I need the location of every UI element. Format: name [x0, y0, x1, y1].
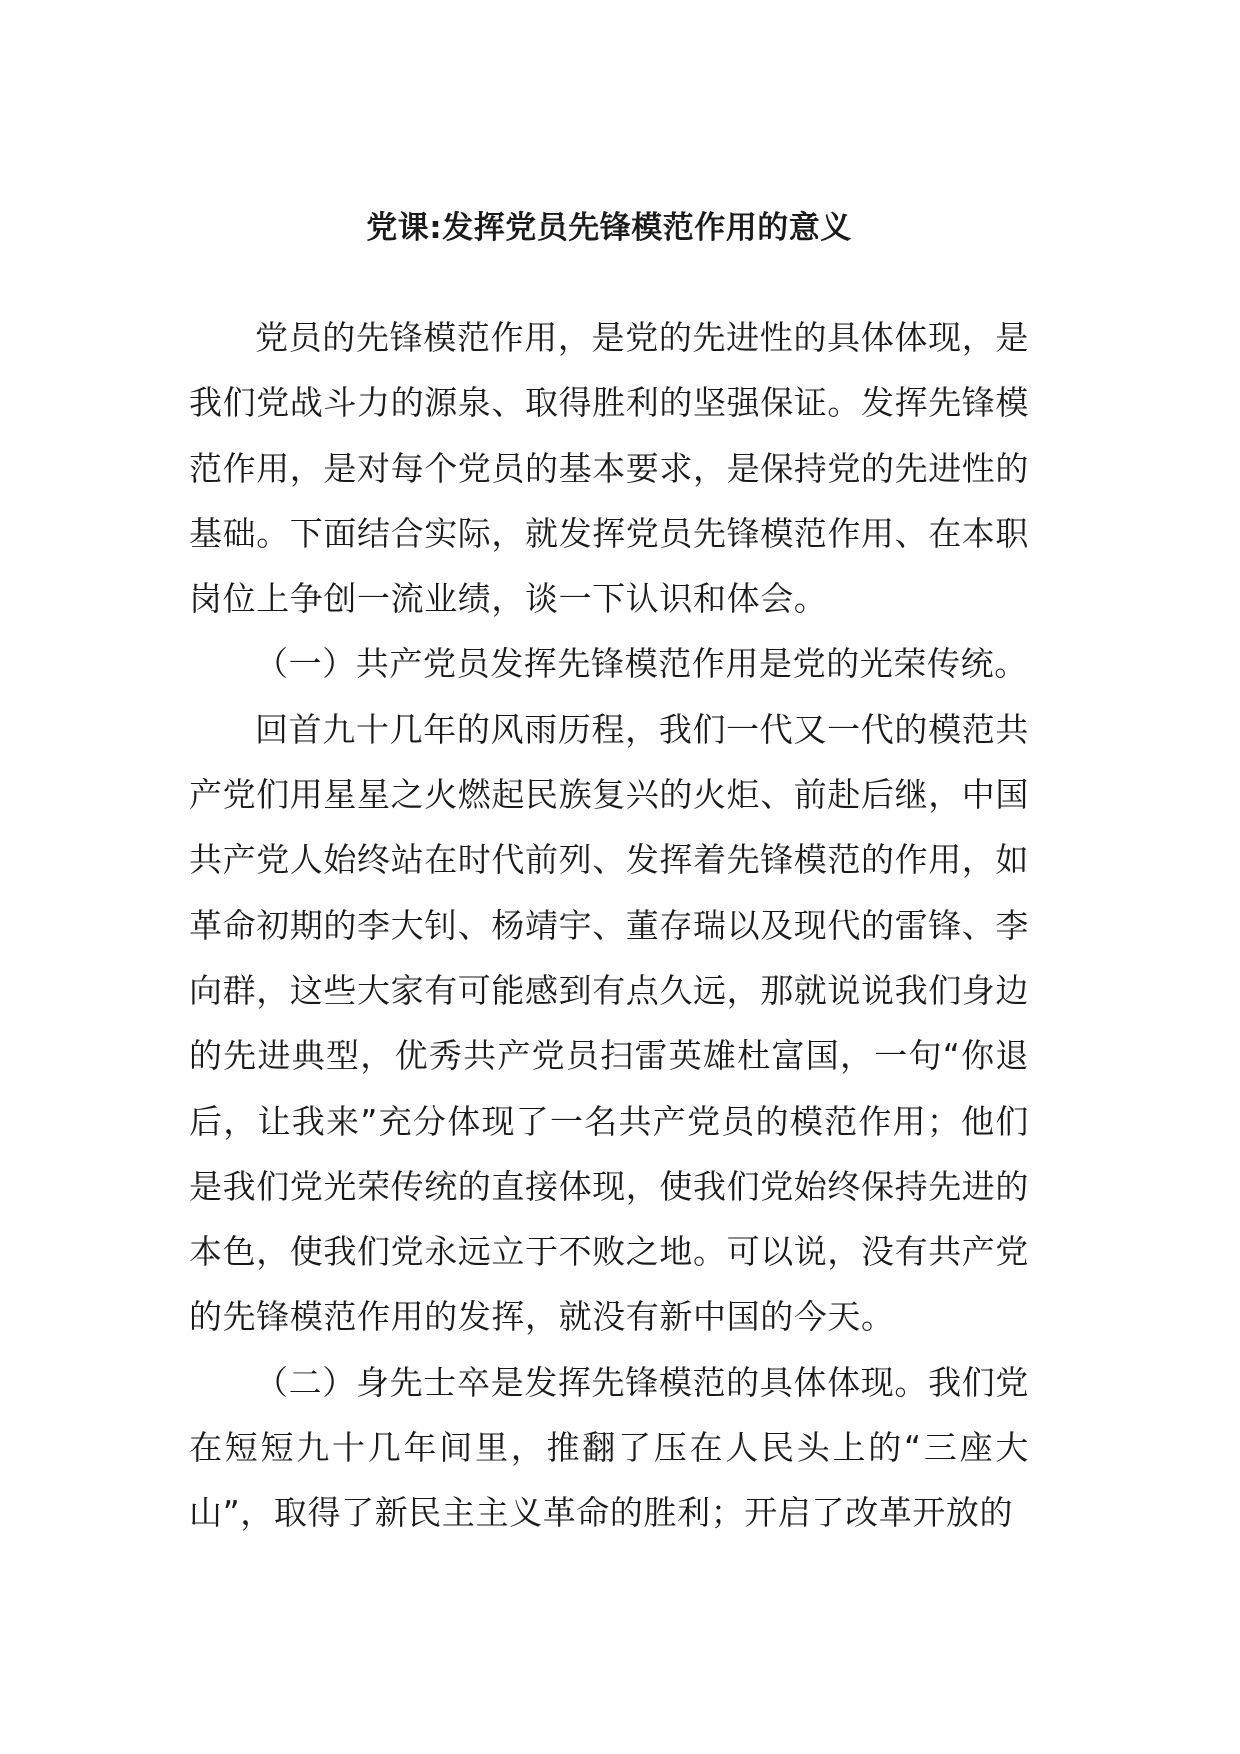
paragraph-section-two: （二）身先士卒是发挥先锋模范的具体体现。我们党在短短九十几年间里，推翻了压在人民头上的“三座大山”，取得了新民主主义革命的胜利；开启了改革开放的 [189, 1362, 1029, 1533]
document-title: 党课:发挥党员先锋模范作用的意义 [366, 210, 852, 246]
document-body [189, 305, 1029, 1546]
section-heading-one: （一）共产党员发挥先锋模范作用是党的光荣传统。 [255, 644, 1028, 684]
paragraph-history: 回首九十几年的风雨历程，我们一代又一代的模范共产党们用星星之火燃起民族复兴的火炬、前赴后继，中国共产党人始终站在时代前列、发挥着先锋模范的作用，如革命初期的李大钊、杨靖宇、董存瑞以及现代的雷锋、李向群，这些大家有可能感到有点久远，那就说说我们身边的先进典型，优秀共产党员扫雷英雄杜富国，一句“你退后，让我来”充分体现了一名共产党员的模范作用；他们是我们党光荣传统的直接体现，使我们党始终保持先进的本色，使我们党永远立于不败之地。可以说，没有共产党的先锋模范作用的发挥，就没有新中国的今天。 [189, 709, 1029, 1337]
paragraph-intro: 党员的先锋模范作用，是党的先进性的具体体现，是我们党战斗力的源泉、取得胜利的坚强保证。发挥先锋模范作用，是对每个党员的基本要求，是保持党的先进性的基础。下面结合实际，就发挥党员先锋模范作用、在本职岗位上争创一流业绩，谈一下认识和体会。 [189, 318, 1029, 619]
